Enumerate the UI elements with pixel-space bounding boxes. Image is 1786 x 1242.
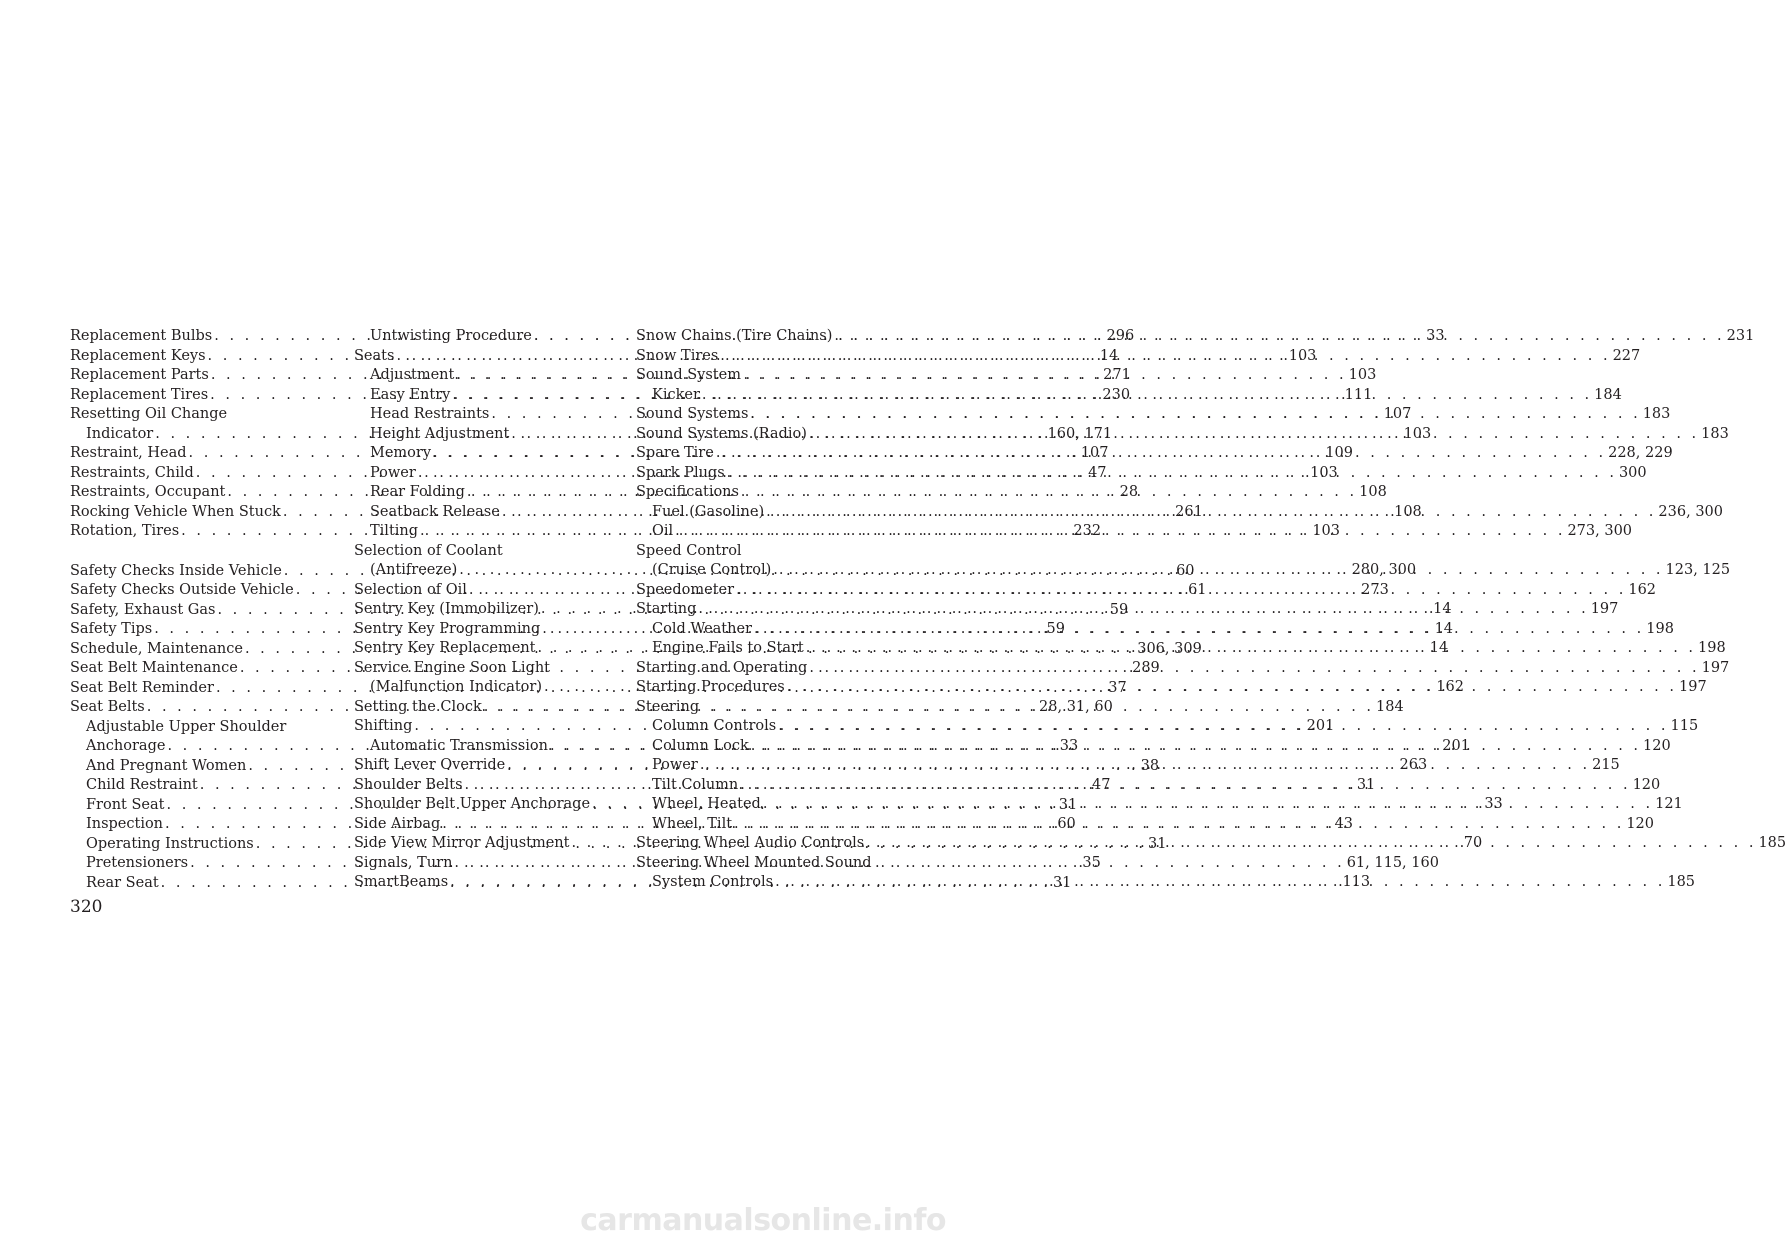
- index-entry-page: 103: [1288, 347, 1317, 364]
- index-entry-page: 14: [1433, 601, 1452, 617]
- index-entry-page: 28, 31, 60: [1039, 699, 1113, 715]
- index-entry-term: Rear Seat: [86, 874, 159, 891]
- index-entry-page: 14: [1434, 620, 1454, 637]
- index-entry-term: Operating Instructions: [86, 835, 254, 852]
- index-heading: Selection of Coolant: [354, 542, 503, 559]
- index-entry-page: 273, 300: [1567, 523, 1633, 539]
- index-entry-page: 273: [1361, 581, 1389, 598]
- index-entry-page: 31: [1148, 835, 1167, 852]
- index-entry-page: 47: [1088, 464, 1107, 481]
- dot-leader: [864, 834, 1758, 854]
- index-entry-term: Seat Belts: [70, 699, 145, 715]
- index-entry-term: Replacement Keys: [70, 347, 206, 364]
- index-entry-term: And Pregnant Women: [86, 757, 247, 774]
- section-gap: [70, 542, 320, 562]
- index-entry-term: Snow Tires: [636, 347, 719, 364]
- index-entry-term: Side Airbag: [354, 815, 441, 832]
- dot-leader: [718, 347, 1612, 367]
- index-entry-term: Shoulder Belts: [354, 776, 463, 793]
- dot-leader: [465, 483, 1359, 503]
- dot-leader: [752, 620, 1646, 640]
- index-entry-term: Anchorage: [86, 738, 166, 754]
- index-entry-term: Indicator: [86, 425, 154, 442]
- index-entry-term: Rotation, Tires: [70, 523, 180, 539]
- index-entry-page: 231: [1726, 328, 1755, 344]
- dot-leader: [725, 464, 1619, 484]
- dot-leader: [771, 561, 1665, 581]
- index-entry-term: Power: [370, 464, 416, 481]
- index-entry-page: 14: [1099, 347, 1119, 364]
- index-entry-term: SmartBeams: [354, 874, 449, 890]
- index-entry-term: Setting the Clock: [354, 698, 482, 715]
- index-entry-page: 271: [1103, 367, 1131, 383]
- index-entry-page: 60: [1057, 816, 1076, 832]
- index-heading: Speed Control: [636, 542, 742, 559]
- index-entry-term: Starting: [636, 601, 697, 617]
- index-entry-term: Safety Tips: [70, 621, 153, 637]
- index-entry-term: System Controls: [652, 874, 774, 890]
- index-entry-term: Safety Checks Inside Vehicle: [70, 562, 282, 579]
- index-entry-page: 120: [1643, 737, 1671, 754]
- index-entry-term: Memory: [370, 445, 432, 461]
- index-entry-term: Column Lock: [652, 737, 749, 754]
- index-entry-term: Pretensioners: [86, 855, 189, 871]
- dot-leader: [698, 756, 1592, 776]
- dot-leader: [776, 717, 1670, 737]
- index-entry-page: 289: [1132, 660, 1160, 676]
- index-entry-page: 300: [1618, 464, 1647, 481]
- index-entry-page: 261: [1175, 503, 1203, 520]
- index-entry-page: 59: [1046, 621, 1065, 637]
- page-number: 320: [70, 897, 103, 917]
- index-entry-term: (Antifreeze): [370, 562, 458, 578]
- index-entry-page: 37: [1108, 679, 1127, 696]
- index-entry-page: 123, 125: [1665, 562, 1731, 578]
- index-entry-term: Sound Systems: [636, 406, 749, 422]
- dot-leader: [749, 737, 1643, 757]
- index-entry-term: Rocking Vehicle When Stuck: [70, 503, 281, 520]
- index-entry-page: 263: [1399, 757, 1428, 773]
- index-entry-term: Seat Belt Maintenance: [70, 660, 238, 676]
- index-entry-page: 47: [1092, 777, 1111, 793]
- index-entry-page: 201: [1306, 718, 1335, 734]
- index-entry-page: 43: [1334, 815, 1354, 832]
- index-entry-page: 185: [1667, 874, 1696, 890]
- index-entry-term: Automatic Transmission: [370, 737, 548, 754]
- dot-leader: [452, 854, 1346, 874]
- index-entry-page: 31: [1052, 874, 1072, 891]
- index-entry-term: Starting Procedures: [636, 679, 785, 695]
- index-entry-page: 70: [1463, 835, 1483, 851]
- index-entry-page: 38: [1140, 757, 1160, 774]
- index-heading: Specifications: [636, 484, 739, 500]
- dot-leader: [807, 659, 1701, 679]
- index-entry-page: 306, 309: [1137, 640, 1202, 657]
- index-entry-term: Sentry Key Replacement: [354, 640, 536, 656]
- dot-leader: [482, 698, 1376, 718]
- index-entry-page: 236, 300: [1658, 503, 1723, 520]
- index-entry-page: 33: [1059, 738, 1079, 754]
- index-entry-term: Child Restraint: [86, 777, 198, 793]
- dot-leader: [454, 366, 1348, 386]
- index-entry-term: Sentry Key Programming: [354, 620, 541, 637]
- index-entry-term: Restraints, Occupant: [70, 484, 226, 500]
- index-entry-term: Seat Belt Reminder: [70, 679, 214, 696]
- index-entry-term: Speedometer: [636, 581, 735, 598]
- index-entry-page: 120: [1626, 815, 1655, 832]
- index-entry-term: Front Seat: [86, 796, 165, 813]
- index-entry-page: 197: [1590, 601, 1619, 617]
- index-entry-page: 61: [1188, 582, 1207, 598]
- index-entry-page: 108: [1394, 503, 1422, 520]
- dot-leader: [738, 776, 1632, 796]
- index-entry-page: 162: [1628, 581, 1657, 598]
- index-entry-term: Replacement Tires: [70, 386, 209, 403]
- index-heading: Service Engine Soon Light: [354, 659, 551, 676]
- index-entry-term: Replacement Bulbs: [70, 328, 213, 344]
- index-entry-page: 103: [1312, 523, 1340, 539]
- index-entry-term: Cold Weather: [652, 620, 752, 637]
- index-entry-page: 61, 115, 160: [1346, 854, 1439, 871]
- index-entry-page: 201: [1442, 737, 1470, 754]
- index-entry-page: 198: [1646, 620, 1674, 637]
- watermark-text: carmanualsonline.info: [580, 1203, 946, 1238]
- index-entry-page: 31: [1058, 796, 1078, 813]
- index-entry-term: Kicker: [652, 386, 700, 403]
- index-entry-term: Adjustment: [370, 367, 455, 383]
- index-entry-term: Steering Wheel Audio Controls: [636, 835, 865, 851]
- index-entry-page: 107: [1080, 445, 1109, 461]
- dot-leader: [748, 405, 1642, 425]
- index-entry-page: 115: [1670, 718, 1699, 734]
- index-entry-term: Safety, Exhaust Gas: [70, 601, 216, 618]
- index-entry-page: 28: [1119, 484, 1139, 500]
- index-entry-term: Spark Plugs: [636, 464, 725, 481]
- index-entry-term: Head Restraints: [370, 406, 490, 422]
- index-heading: Sound System: [636, 367, 741, 383]
- index-entry-term: Schedule, Maintenance: [70, 640, 243, 657]
- dot-leader: [761, 795, 1655, 815]
- index-heading: Resetting Oil Change: [70, 406, 228, 422]
- index-entry-term: Snow Chains (Tire Chains): [636, 328, 833, 344]
- index-entry-term: Oil: [652, 523, 674, 539]
- index-entry-term: Wheel, Tilt: [652, 815, 733, 832]
- index-entry-page: 103: [1403, 425, 1432, 442]
- index-entry-term: Safety Checks Outside Vehicle: [70, 582, 294, 598]
- dot-leader: [673, 522, 1567, 542]
- index-entry-page: 35: [1082, 855, 1101, 871]
- index-entry-term: Untwisting Procedure: [370, 328, 532, 344]
- dot-leader: [732, 815, 1626, 835]
- index-entry-term: Engine Fails to Start: [652, 640, 804, 656]
- dot-leader: [804, 639, 1698, 659]
- index-entry-page: 120: [1632, 776, 1661, 793]
- index-heading: Steering: [636, 698, 700, 715]
- index-entry-term: (Malfunction Indicator): [370, 679, 542, 695]
- index-entry-page: 109: [1325, 445, 1353, 461]
- index-entry-page: 215: [1592, 757, 1620, 773]
- index-entry-term: Column Controls: [652, 718, 777, 734]
- dot-leader: [696, 600, 1590, 620]
- index-entry-page: 183: [1701, 425, 1729, 442]
- dot-leader: [700, 386, 1594, 406]
- index-entry-page: 108: [1359, 484, 1387, 500]
- index-entry-term: Seats: [354, 347, 395, 364]
- index-entry-page: 227: [1612, 347, 1641, 364]
- index-entry-term: Restraints, Child: [70, 464, 194, 481]
- index-entry-term: Tilt Column: [652, 776, 739, 793]
- dot-leader: [764, 503, 1658, 523]
- dot-leader: [807, 425, 1701, 445]
- index-heading: Steering Wheel Mounted Sound: [636, 854, 872, 871]
- index-entry-page: 107: [1383, 406, 1412, 422]
- index-entry-page: 197: [1701, 659, 1730, 676]
- index-entry-page: 198: [1698, 640, 1726, 656]
- index-entry-term: Wheel, Heated: [652, 796, 761, 812]
- index-entry-page: 280, 300: [1351, 562, 1417, 578]
- index-entry-page: 59: [1109, 601, 1129, 618]
- index-entry-term: Rear Folding: [370, 484, 465, 500]
- index-entry-term: Fuel (Gasoline): [652, 503, 765, 520]
- index-entry-page: 185: [1758, 835, 1786, 851]
- index-entry-term: Starting and Operating: [636, 659, 808, 676]
- dot-leader: [714, 444, 1608, 464]
- index-entry-page: 31: [1356, 776, 1376, 793]
- index-entry-term: (Cruise Control): [652, 562, 772, 578]
- index-entry-term: Height Adjustment: [370, 425, 510, 442]
- index-entry-term: Signals, Turn: [354, 854, 453, 871]
- index-entry-page: 111: [1344, 386, 1373, 403]
- index-entry-term: Side View Mirror Adjustment: [354, 835, 570, 851]
- index-entry-page: 103: [1348, 367, 1377, 383]
- index-entry-page: 121: [1655, 796, 1683, 812]
- index-entry-term: Shifting: [354, 718, 413, 734]
- index-entry-term: Selection of Oil: [354, 581, 467, 598]
- index-entry-term: Tilting: [370, 523, 419, 539]
- index-entry-page: 183: [1642, 406, 1671, 422]
- index-entry-page: 103: [1310, 464, 1338, 481]
- index-entry-page: 33: [1484, 796, 1503, 812]
- index-entry-page: 230: [1102, 386, 1131, 403]
- index-entry-page: 232: [1073, 523, 1102, 539]
- dot-leader: [773, 873, 1667, 893]
- index-entry-term: Seatback Release: [370, 503, 500, 520]
- index-entry-term: Sound Systems (Radio): [636, 425, 807, 442]
- index-entry-page: 184: [1376, 698, 1404, 715]
- index-entry-page: 162: [1436, 679, 1464, 695]
- index-entry-term: Inspection: [86, 816, 164, 832]
- index-entry-page: 14: [1429, 640, 1449, 656]
- index-entry-term: Easy Entry: [370, 386, 451, 403]
- index-entry-term: Shoulder Belt Upper Anchorage: [354, 796, 591, 812]
- index-entry-page: 160, 171: [1047, 425, 1113, 442]
- index-entry-page: 197: [1679, 679, 1707, 695]
- index-entry-term: Shift Lever Override: [354, 757, 506, 773]
- index-entry-page: 60: [1176, 562, 1195, 579]
- index-entry-term: Replacement Parts: [70, 367, 209, 383]
- index-entry-page: 113: [1342, 874, 1371, 890]
- dot-leader: [832, 327, 1726, 347]
- index-entry-page: 228, 229: [1608, 445, 1673, 461]
- index-entry-term: Spare Tire: [636, 445, 714, 461]
- index-heading: Adjustable Upper Shoulder: [86, 718, 287, 735]
- dot-leader: [734, 581, 1628, 601]
- index-entry-term: Power: [652, 757, 698, 773]
- index-entry-page: 33: [1426, 328, 1445, 344]
- index-entry-term: Sentry Key (Immobilizer): [354, 601, 539, 617]
- dot-leader: [785, 678, 1679, 698]
- index-entry-page: 296: [1106, 328, 1135, 344]
- index-entry-page: 184: [1594, 386, 1622, 403]
- index-entry-term: Restraint, Head: [70, 445, 187, 461]
